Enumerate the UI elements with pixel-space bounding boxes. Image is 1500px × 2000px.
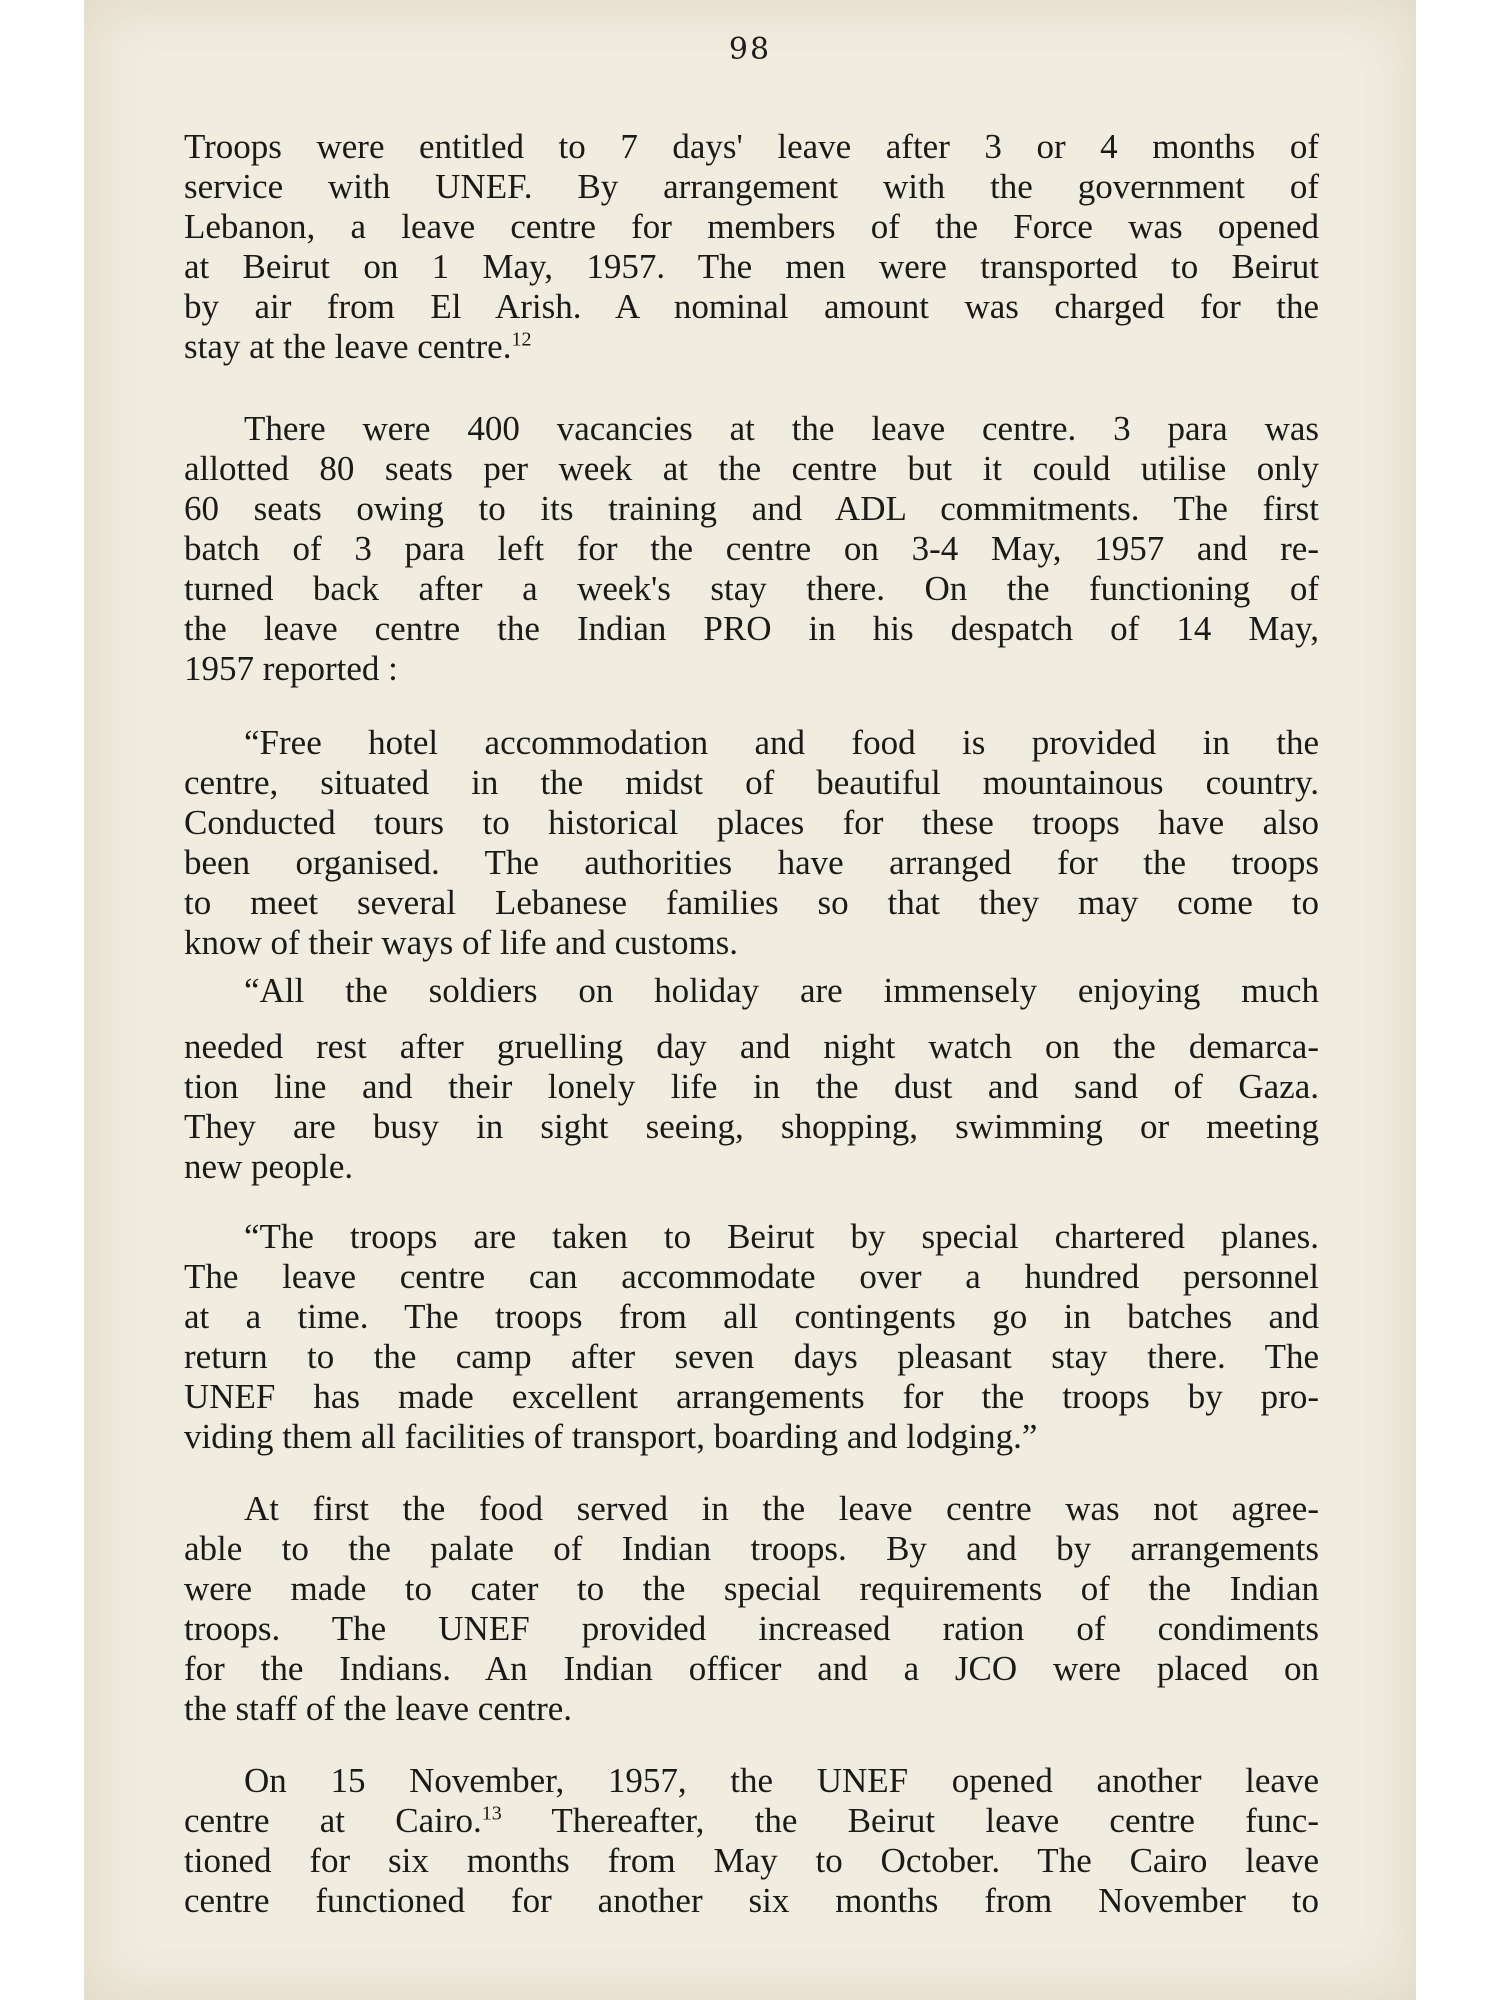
text-line: “All the soldiers on holiday are immensely enjoying much — [244, 971, 1319, 1010]
text-line: viding them all facilities of transport, boarding and lodging.” — [184, 1417, 1038, 1456]
text-line — [184, 1841, 1319, 1881]
text-line: The leave centre can accommodate over a hundred personnel — [184, 1257, 1319, 1296]
text-line: been organised. The authorities have arranged for the troops — [184, 843, 1319, 882]
text-line: turned back after a week's stay there. On the functioning of — [184, 569, 1319, 608]
text-line: “Free hotel accommodation and food is provided in the — [244, 723, 1319, 762]
text-line: were made to cater to the special requirements of the Indian — [184, 1569, 1319, 1608]
text-line-content: tioned — [184, 1841, 310, 1880]
paragraph-4 — [184, 971, 1319, 1187]
paragraph-1 — [184, 127, 1319, 367]
text-line: at Beirut on 1 May, 1957. The men were transported to Beirut — [184, 247, 1319, 286]
paragraph-6 — [184, 1489, 1319, 1729]
text-line: Troops were entitled to 7 days' leave after 3 or 4 months of — [184, 127, 1319, 166]
text-line: troops. The UNEF provided increased ration of condiments — [184, 1609, 1319, 1648]
text-line: On 15 November, 1957, the UNEF opened another leave — [244, 1761, 1319, 1800]
text-line — [184, 1801, 1319, 1841]
text-line: UNEF has made excellent arrangements for the troops by pro- — [184, 1377, 1319, 1416]
text-line: There were 400 vacancies at the leave centre. 3 para was — [244, 409, 1319, 448]
text-line-content: Thereafter, the Beirut leave centre func- — [501, 1801, 1319, 1840]
text-line: the leave centre the Indian PRO in his despatch of 14 May, — [184, 609, 1319, 648]
body-text — [184, 127, 1319, 1921]
text-line: batch of 3 para left for the centre on 3-4 May, 1957 and re- — [184, 529, 1319, 568]
text-line: able to the palate of Indian troops. By and by arrangements — [184, 1529, 1319, 1568]
footnote-marker: 12 — [511, 328, 532, 351]
text-line: allotted 80 seats per week at the centre but it could utilise only — [184, 449, 1319, 488]
text-line: Lebanon, a leave centre for members of the Force was opened — [184, 207, 1319, 246]
text-line: “The troops are taken to Beirut by special chartered planes. — [244, 1217, 1319, 1256]
text-line: They are busy in sight seeing, shopping, swimming or meeting — [184, 1107, 1319, 1146]
text-line: 60 seats owing to its training and ADL commitments. The first — [184, 489, 1319, 528]
text-line: the staff of the leave centre. — [184, 1689, 573, 1728]
footnote-marker: 13 — [481, 1802, 502, 1825]
paragraph-7 — [184, 1761, 1319, 1921]
text-line — [184, 327, 1319, 367]
paragraph-2 — [184, 409, 1319, 689]
page-number: 98 — [728, 32, 772, 67]
text-line-content: centre at Cairo. — [184, 1801, 482, 1840]
text-line: tion line and their lonely life in the dust and sand of Gaza. — [184, 1067, 1319, 1106]
text-line: centre functioned for another six months from November to — [184, 1881, 1319, 1920]
text-line: new people. — [184, 1147, 354, 1186]
text-line: needed rest after gruelling day and night watch on the demarca- — [184, 1027, 1319, 1066]
paragraph-3 — [184, 723, 1319, 963]
text-line: Conducted tours to historical places for these troops have also — [184, 803, 1319, 842]
text-line: 1957 reported : — [184, 649, 398, 688]
paragraph-5 — [184, 1217, 1319, 1457]
text-line: at a time. The troops from all contingents go in batches and — [184, 1297, 1319, 1336]
text-line: for the Indians. An Indian officer and a JCO were placed on — [184, 1649, 1319, 1688]
text-line: At first the food served in the leave centre was not agree- — [244, 1489, 1319, 1528]
text-line-content: for six months from May to October. The Cairo leave — [309, 1841, 1320, 1880]
text-line: to meet several Lebanese families so that they may come to — [184, 883, 1319, 922]
text-line: know of their ways of life and customs. — [184, 923, 739, 962]
text-line: service with UNEF. By arrangement with the government of — [184, 167, 1319, 206]
text-line: centre, situated in the midst of beautiful mountainous country. — [184, 763, 1319, 802]
text-line-content: stay at the leave centre. — [184, 327, 512, 366]
text-line: by air from El Arish. A nominal amount was charged for the — [184, 287, 1319, 326]
text-line: return to the camp after seven days pleasant stay there. The — [184, 1337, 1319, 1376]
document-page — [84, 0, 1416, 2000]
